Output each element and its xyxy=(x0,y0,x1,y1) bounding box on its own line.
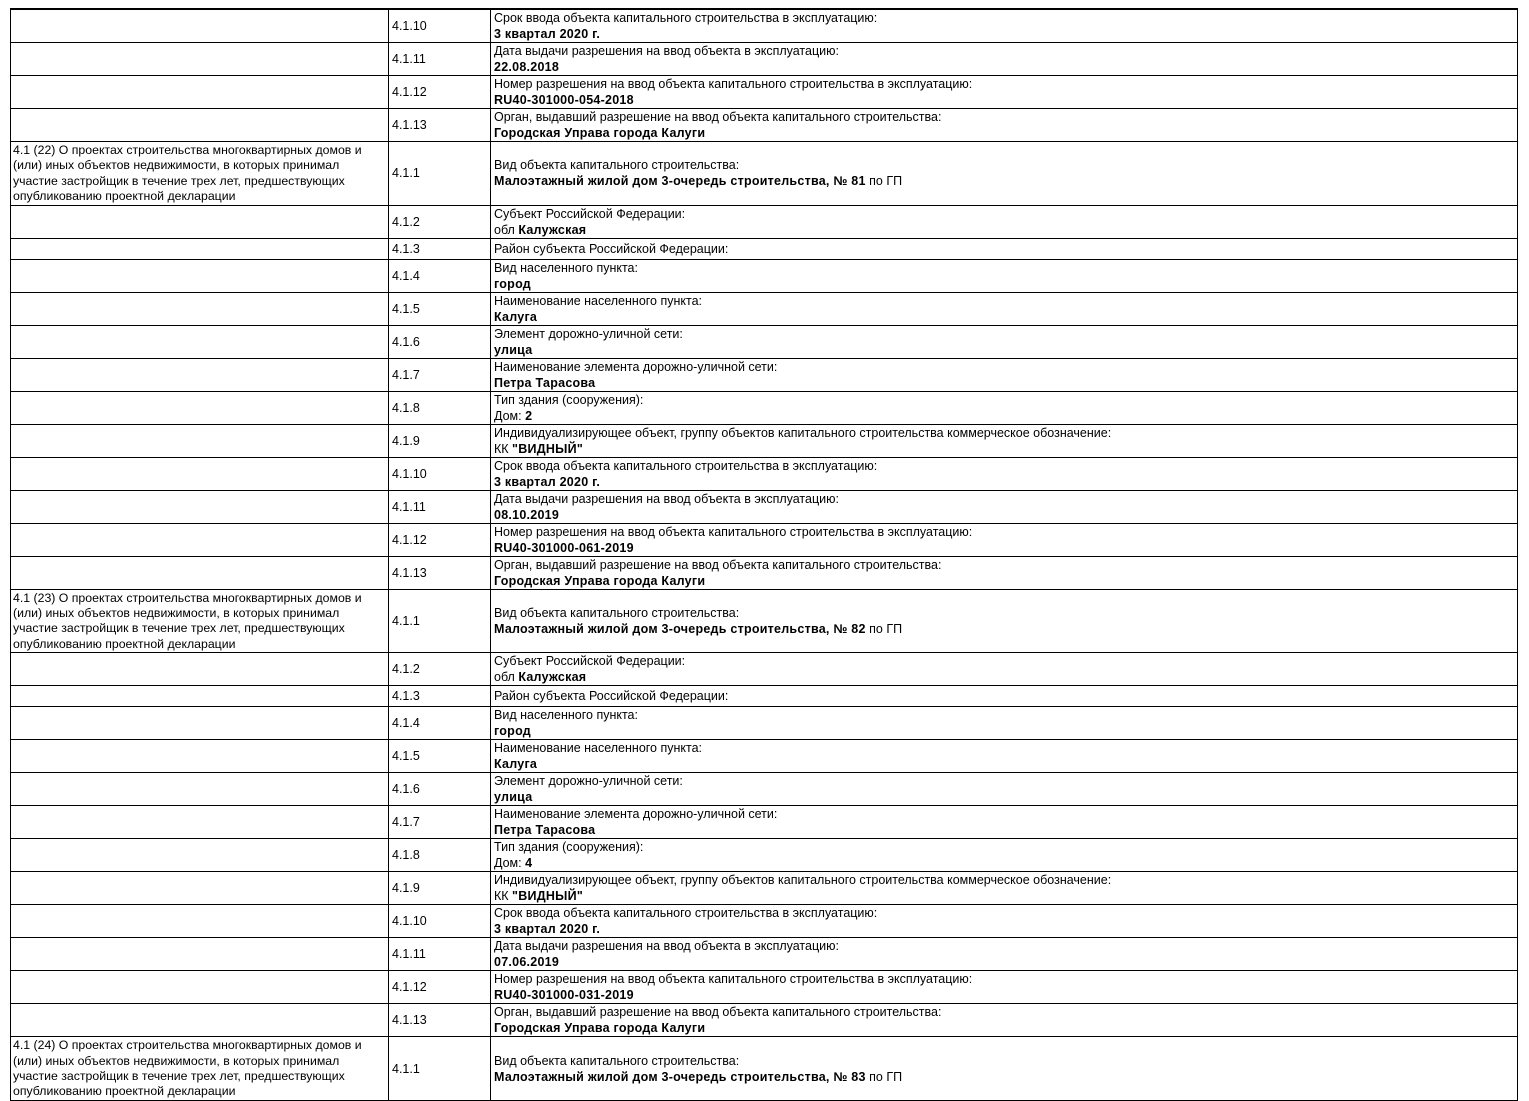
field-value-suffix: по ГП xyxy=(865,174,903,189)
row-number-cell: 4.1.10 xyxy=(389,457,491,490)
field-value-text: 08.10.2019 xyxy=(494,507,560,522)
field-value xyxy=(494,621,1513,637)
table-row xyxy=(11,238,1518,259)
row-number-cell: 4.1.2 xyxy=(389,205,491,238)
field-label: Наименование элемента дорожно-уличной сети: xyxy=(494,807,778,822)
table-row xyxy=(11,653,1518,686)
field-value-prefix: КК xyxy=(494,889,513,904)
row-number-cell: 4.1.10 xyxy=(389,9,491,43)
field-label: Элемент дорожно-уличной сети: xyxy=(494,326,683,341)
field-cell xyxy=(491,1037,1518,1101)
field-label: Орган, выдавший разрешение на ввод объекта капитального строительства: xyxy=(494,110,942,124)
field-cell xyxy=(491,205,1518,238)
table-row xyxy=(11,457,1518,490)
field-label: Орган, выдавший разрешение на ввод объекта капитального строительства: xyxy=(494,1005,942,1020)
section-description-cell xyxy=(11,238,389,259)
field-value-text: Петра Тарасова xyxy=(494,375,596,390)
field-value-text: Городская Управа города Калуги xyxy=(494,573,706,588)
field-label: Срок ввода объекта капитального строительства в эксплуатацию: xyxy=(494,11,878,25)
field-label: Наименование населенного пункта: xyxy=(494,293,703,308)
field-value-prefix: КК xyxy=(494,441,513,456)
row-number-cell: 4.1.2 xyxy=(389,653,491,686)
section-description-cell xyxy=(11,971,389,1004)
field-value xyxy=(494,888,1513,904)
field-cell xyxy=(491,707,1518,740)
field-value-text: город xyxy=(494,276,531,291)
field-value xyxy=(494,375,1513,391)
field-value xyxy=(494,855,1513,871)
table-row xyxy=(11,490,1518,523)
field-cell xyxy=(491,905,1518,938)
row-number-cell: 4.1.9 xyxy=(389,872,491,905)
field-cell xyxy=(491,76,1518,109)
field-cell xyxy=(491,872,1518,905)
field-value xyxy=(494,507,1513,523)
field-value xyxy=(494,474,1513,490)
table-row xyxy=(11,589,1518,653)
field-value xyxy=(494,540,1513,556)
field-cell xyxy=(491,325,1518,358)
field-value xyxy=(494,408,1513,424)
field-label: Вид населенного пункта: xyxy=(494,708,638,723)
section-description-cell xyxy=(11,1004,389,1037)
row-number-cell: 4.1.11 xyxy=(389,43,491,76)
field-value xyxy=(494,59,1513,75)
table-row xyxy=(11,1004,1518,1037)
table-row xyxy=(11,773,1518,806)
row-number-cell: 4.1.1 xyxy=(389,589,491,653)
table-row xyxy=(11,707,1518,740)
row-number-cell: 4.1.6 xyxy=(389,773,491,806)
section-description-cell xyxy=(11,839,389,872)
field-value xyxy=(494,669,1513,685)
section-description-cell xyxy=(11,938,389,971)
table-row xyxy=(11,872,1518,905)
field-label: Наименование населенного пункта: xyxy=(494,741,703,756)
field-label: Район субъекта Российской Федерации: xyxy=(494,689,729,704)
field-cell xyxy=(491,259,1518,292)
table-row xyxy=(11,839,1518,872)
table-row xyxy=(11,9,1518,43)
table-row xyxy=(11,358,1518,391)
section-description-cell: 4.1 (24) О проектах строительства многоквартирных домов и (или) иных объектов недвижимости, в которых принимал участие застройщик в течение трех лет, предшествующих опубликованию проектной декларации xyxy=(11,1037,389,1101)
row-number-cell: 4.1.6 xyxy=(389,325,491,358)
field-value-suffix: по ГП xyxy=(865,1069,903,1084)
field-cell xyxy=(491,653,1518,686)
table-row xyxy=(11,109,1518,142)
row-number-cell: 4.1.5 xyxy=(389,292,491,325)
table-row xyxy=(11,686,1518,707)
section-description-cell xyxy=(11,43,389,76)
field-cell xyxy=(491,839,1518,872)
table-row xyxy=(11,806,1518,839)
field-cell xyxy=(491,9,1518,43)
project-declaration-table xyxy=(10,8,1518,1101)
field-value-prefix: обл xyxy=(494,670,519,685)
field-label: Дата выдачи разрешения на ввод объекта в эксплуатацию: xyxy=(494,939,839,954)
field-cell xyxy=(491,457,1518,490)
field-label: Тип здания (сооружения): xyxy=(494,840,644,855)
field-cell xyxy=(491,740,1518,773)
row-number-cell: 4.1.3 xyxy=(389,686,491,707)
field-value xyxy=(494,723,1513,739)
field-label: Дата выдачи разрешения на ввод объекта в эксплуатацию: xyxy=(494,491,839,506)
section-description-cell xyxy=(11,457,389,490)
section-description-cell xyxy=(11,707,389,740)
table-body xyxy=(11,9,1518,1100)
table-row xyxy=(11,259,1518,292)
table-row xyxy=(11,391,1518,424)
field-cell xyxy=(491,686,1518,707)
field-cell xyxy=(491,938,1518,971)
field-value xyxy=(494,26,1513,42)
field-value-text: 3 квартал 2020 г. xyxy=(494,922,601,937)
section-description-cell xyxy=(11,325,389,358)
section-description-cell xyxy=(11,686,389,707)
section-description-cell xyxy=(11,556,389,589)
row-number-cell: 4.1.8 xyxy=(389,839,491,872)
field-value-text: "ВИДНЫЙ" xyxy=(512,889,584,904)
section-description-cell xyxy=(11,490,389,523)
field-value xyxy=(494,789,1513,805)
section-description-cell xyxy=(11,391,389,424)
table-row xyxy=(11,971,1518,1004)
table-row xyxy=(11,142,1518,206)
field-value xyxy=(494,1069,1513,1085)
field-value-text: RU40-301000-054-2018 xyxy=(494,93,634,107)
row-number-cell: 4.1.1 xyxy=(389,1037,491,1101)
field-cell xyxy=(491,1004,1518,1037)
field-cell xyxy=(491,391,1518,424)
row-number-cell: 4.1.4 xyxy=(389,259,491,292)
field-value-text: 4 xyxy=(525,856,533,871)
section-description-cell xyxy=(11,740,389,773)
field-label: Тип здания (сооружения): xyxy=(494,392,644,407)
field-cell xyxy=(491,424,1518,457)
section-description-cell: 4.1 (23) О проектах строительства многоквартирных домов и (или) иных объектов недвижимости, в которых принимал участие застройщик в течение трех лет, предшествующих опубликованию проектной декларации xyxy=(11,589,389,653)
field-cell xyxy=(491,556,1518,589)
field-value xyxy=(494,822,1513,838)
section-description-cell xyxy=(11,358,389,391)
field-label: Дата выдачи разрешения на ввод объекта в эксплуатацию: xyxy=(494,44,839,58)
field-label: Орган, выдавший разрешение на ввод объекта капитального строительства: xyxy=(494,557,942,572)
section-description-cell xyxy=(11,205,389,238)
field-cell xyxy=(491,806,1518,839)
field-cell xyxy=(491,523,1518,556)
field-cell xyxy=(491,142,1518,206)
field-value xyxy=(494,1020,1513,1036)
row-number-cell: 4.1.8 xyxy=(389,391,491,424)
row-number-cell: 4.1.13 xyxy=(389,109,491,142)
field-value xyxy=(494,342,1513,358)
row-number-cell: 4.1.13 xyxy=(389,1004,491,1037)
table-row xyxy=(11,938,1518,971)
field-label: Элемент дорожно-уличной сети: xyxy=(494,774,683,789)
field-label: Срок ввода объекта капитального строительства в эксплуатацию: xyxy=(494,458,878,473)
field-cell xyxy=(491,773,1518,806)
field-value-text: RU40-301000-031-2019 xyxy=(494,988,634,1003)
field-value-text: Малоэтажный жилой дом 3-очередь строительства, № 83 xyxy=(494,1069,866,1084)
field-value xyxy=(494,173,1513,189)
table-row xyxy=(11,43,1518,76)
field-label: Номер разрешения на ввод объекта капитального строительства в эксплуатацию: xyxy=(494,524,973,539)
field-value-text: город xyxy=(494,724,531,739)
row-number-cell: 4.1.12 xyxy=(389,76,491,109)
row-number-cell: 4.1.11 xyxy=(389,490,491,523)
field-value-text: 3 квартал 2020 г. xyxy=(494,474,601,489)
row-number-cell: 4.1.4 xyxy=(389,707,491,740)
row-number-cell: 4.1.10 xyxy=(389,905,491,938)
field-value xyxy=(494,222,1513,238)
section-description-cell xyxy=(11,523,389,556)
table-row xyxy=(11,556,1518,589)
field-value xyxy=(494,954,1513,970)
field-value xyxy=(494,309,1513,325)
field-label: Вид населенного пункта: xyxy=(494,260,638,275)
field-value-text: 22.08.2018 xyxy=(494,60,560,74)
section-description-cell xyxy=(11,259,389,292)
field-cell xyxy=(491,292,1518,325)
field-cell xyxy=(491,971,1518,1004)
field-value-text: 3 квартал 2020 г. xyxy=(494,27,601,41)
field-value xyxy=(494,921,1513,937)
field-value-text: Городская Управа города Калуги xyxy=(494,1021,706,1036)
section-description-cell xyxy=(11,76,389,109)
field-value-prefix: Дом: xyxy=(494,856,526,871)
field-value-text: улица xyxy=(494,342,533,357)
field-value-text: Городская Управа города Калуги xyxy=(494,126,706,140)
field-value xyxy=(494,441,1513,457)
table-row xyxy=(11,205,1518,238)
field-value-text: Калуга xyxy=(494,309,538,324)
field-cell xyxy=(491,490,1518,523)
section-description-cell xyxy=(11,872,389,905)
field-value-prefix: обл xyxy=(494,222,519,237)
field-value-text: Калужская xyxy=(518,222,587,237)
field-cell xyxy=(491,43,1518,76)
field-cell xyxy=(491,358,1518,391)
section-description-cell xyxy=(11,109,389,142)
field-value xyxy=(494,573,1513,589)
row-number-cell: 4.1.12 xyxy=(389,523,491,556)
row-number-cell: 4.1.11 xyxy=(389,938,491,971)
field-value-text: 07.06.2019 xyxy=(494,955,560,970)
field-label: Вид объекта капитального строительства: xyxy=(494,1053,740,1068)
row-number-cell: 4.1.3 xyxy=(389,238,491,259)
section-description-cell: 4.1 (22) О проектах строительства многоквартирных домов и (или) иных объектов недвижимости, в которых принимал участие застройщик в течение трех лет, предшествующих опубликованию проектной декларации xyxy=(11,142,389,206)
field-value-text: Петра Тарасова xyxy=(494,823,596,838)
table-row xyxy=(11,325,1518,358)
table-row xyxy=(11,292,1518,325)
table-row xyxy=(11,905,1518,938)
field-value-text: Малоэтажный жилой дом 3-очередь строительства, № 82 xyxy=(494,621,866,636)
row-number-cell: 4.1.1 xyxy=(389,142,491,206)
field-value-text: "ВИДНЫЙ" xyxy=(512,441,584,456)
field-label: Вид объекта капитального строительства: xyxy=(494,158,740,173)
field-label: Индивидуализирующее объект, группу объектов капитального строительства коммерческое обозначение: xyxy=(494,425,1112,440)
field-value-text: Калужская xyxy=(518,670,587,685)
row-number-cell: 4.1.7 xyxy=(389,806,491,839)
section-description-cell xyxy=(11,292,389,325)
section-description-cell xyxy=(11,905,389,938)
field-label: Вид объекта капитального строительства: xyxy=(494,605,740,620)
field-value-text: 2 xyxy=(525,408,533,423)
field-label: Срок ввода объекта капитального строительства в эксплуатацию: xyxy=(494,906,878,921)
field-value xyxy=(494,125,1513,141)
field-cell xyxy=(491,238,1518,259)
field-cell xyxy=(491,589,1518,653)
field-value-prefix: Дом: xyxy=(494,408,526,423)
field-label: Наименование элемента дорожно-уличной сети: xyxy=(494,359,778,374)
field-value xyxy=(494,276,1513,292)
section-description-cell xyxy=(11,424,389,457)
row-number-cell: 4.1.12 xyxy=(389,971,491,1004)
row-number-cell: 4.1.5 xyxy=(389,740,491,773)
section-description-cell xyxy=(11,653,389,686)
field-cell xyxy=(491,109,1518,142)
field-label: Субъект Российской Федерации: xyxy=(494,654,686,669)
table-row xyxy=(11,523,1518,556)
field-value-text: Калуга xyxy=(494,757,538,772)
field-value xyxy=(494,756,1513,772)
table-row xyxy=(11,1037,1518,1101)
field-value-text: Малоэтажный жилой дом 3-очередь строительства, № 81 xyxy=(494,174,866,189)
section-description-cell xyxy=(11,773,389,806)
table-row xyxy=(11,76,1518,109)
field-value-suffix: по ГП xyxy=(865,621,903,636)
row-number-cell: 4.1.13 xyxy=(389,556,491,589)
field-label: Номер разрешения на ввод объекта капитального строительства в эксплуатацию: xyxy=(494,77,973,91)
field-label: Район субъекта Российской Федерации: xyxy=(494,241,729,256)
field-label: Индивидуализирующее объект, группу объектов капитального строительства коммерческое обозначение: xyxy=(494,873,1112,888)
field-value-text: RU40-301000-061-2019 xyxy=(494,540,634,555)
section-description-cell xyxy=(11,9,389,43)
section-description-cell xyxy=(11,806,389,839)
field-value xyxy=(494,92,1513,108)
table-row xyxy=(11,424,1518,457)
field-label: Номер разрешения на ввод объекта капитального строительства в эксплуатацию: xyxy=(494,972,973,987)
field-label: Субъект Российской Федерации: xyxy=(494,206,686,221)
field-value-text: улица xyxy=(494,790,533,805)
table-row xyxy=(11,740,1518,773)
row-number-cell: 4.1.7 xyxy=(389,358,491,391)
field-value xyxy=(494,987,1513,1003)
row-number-cell: 4.1.9 xyxy=(389,424,491,457)
